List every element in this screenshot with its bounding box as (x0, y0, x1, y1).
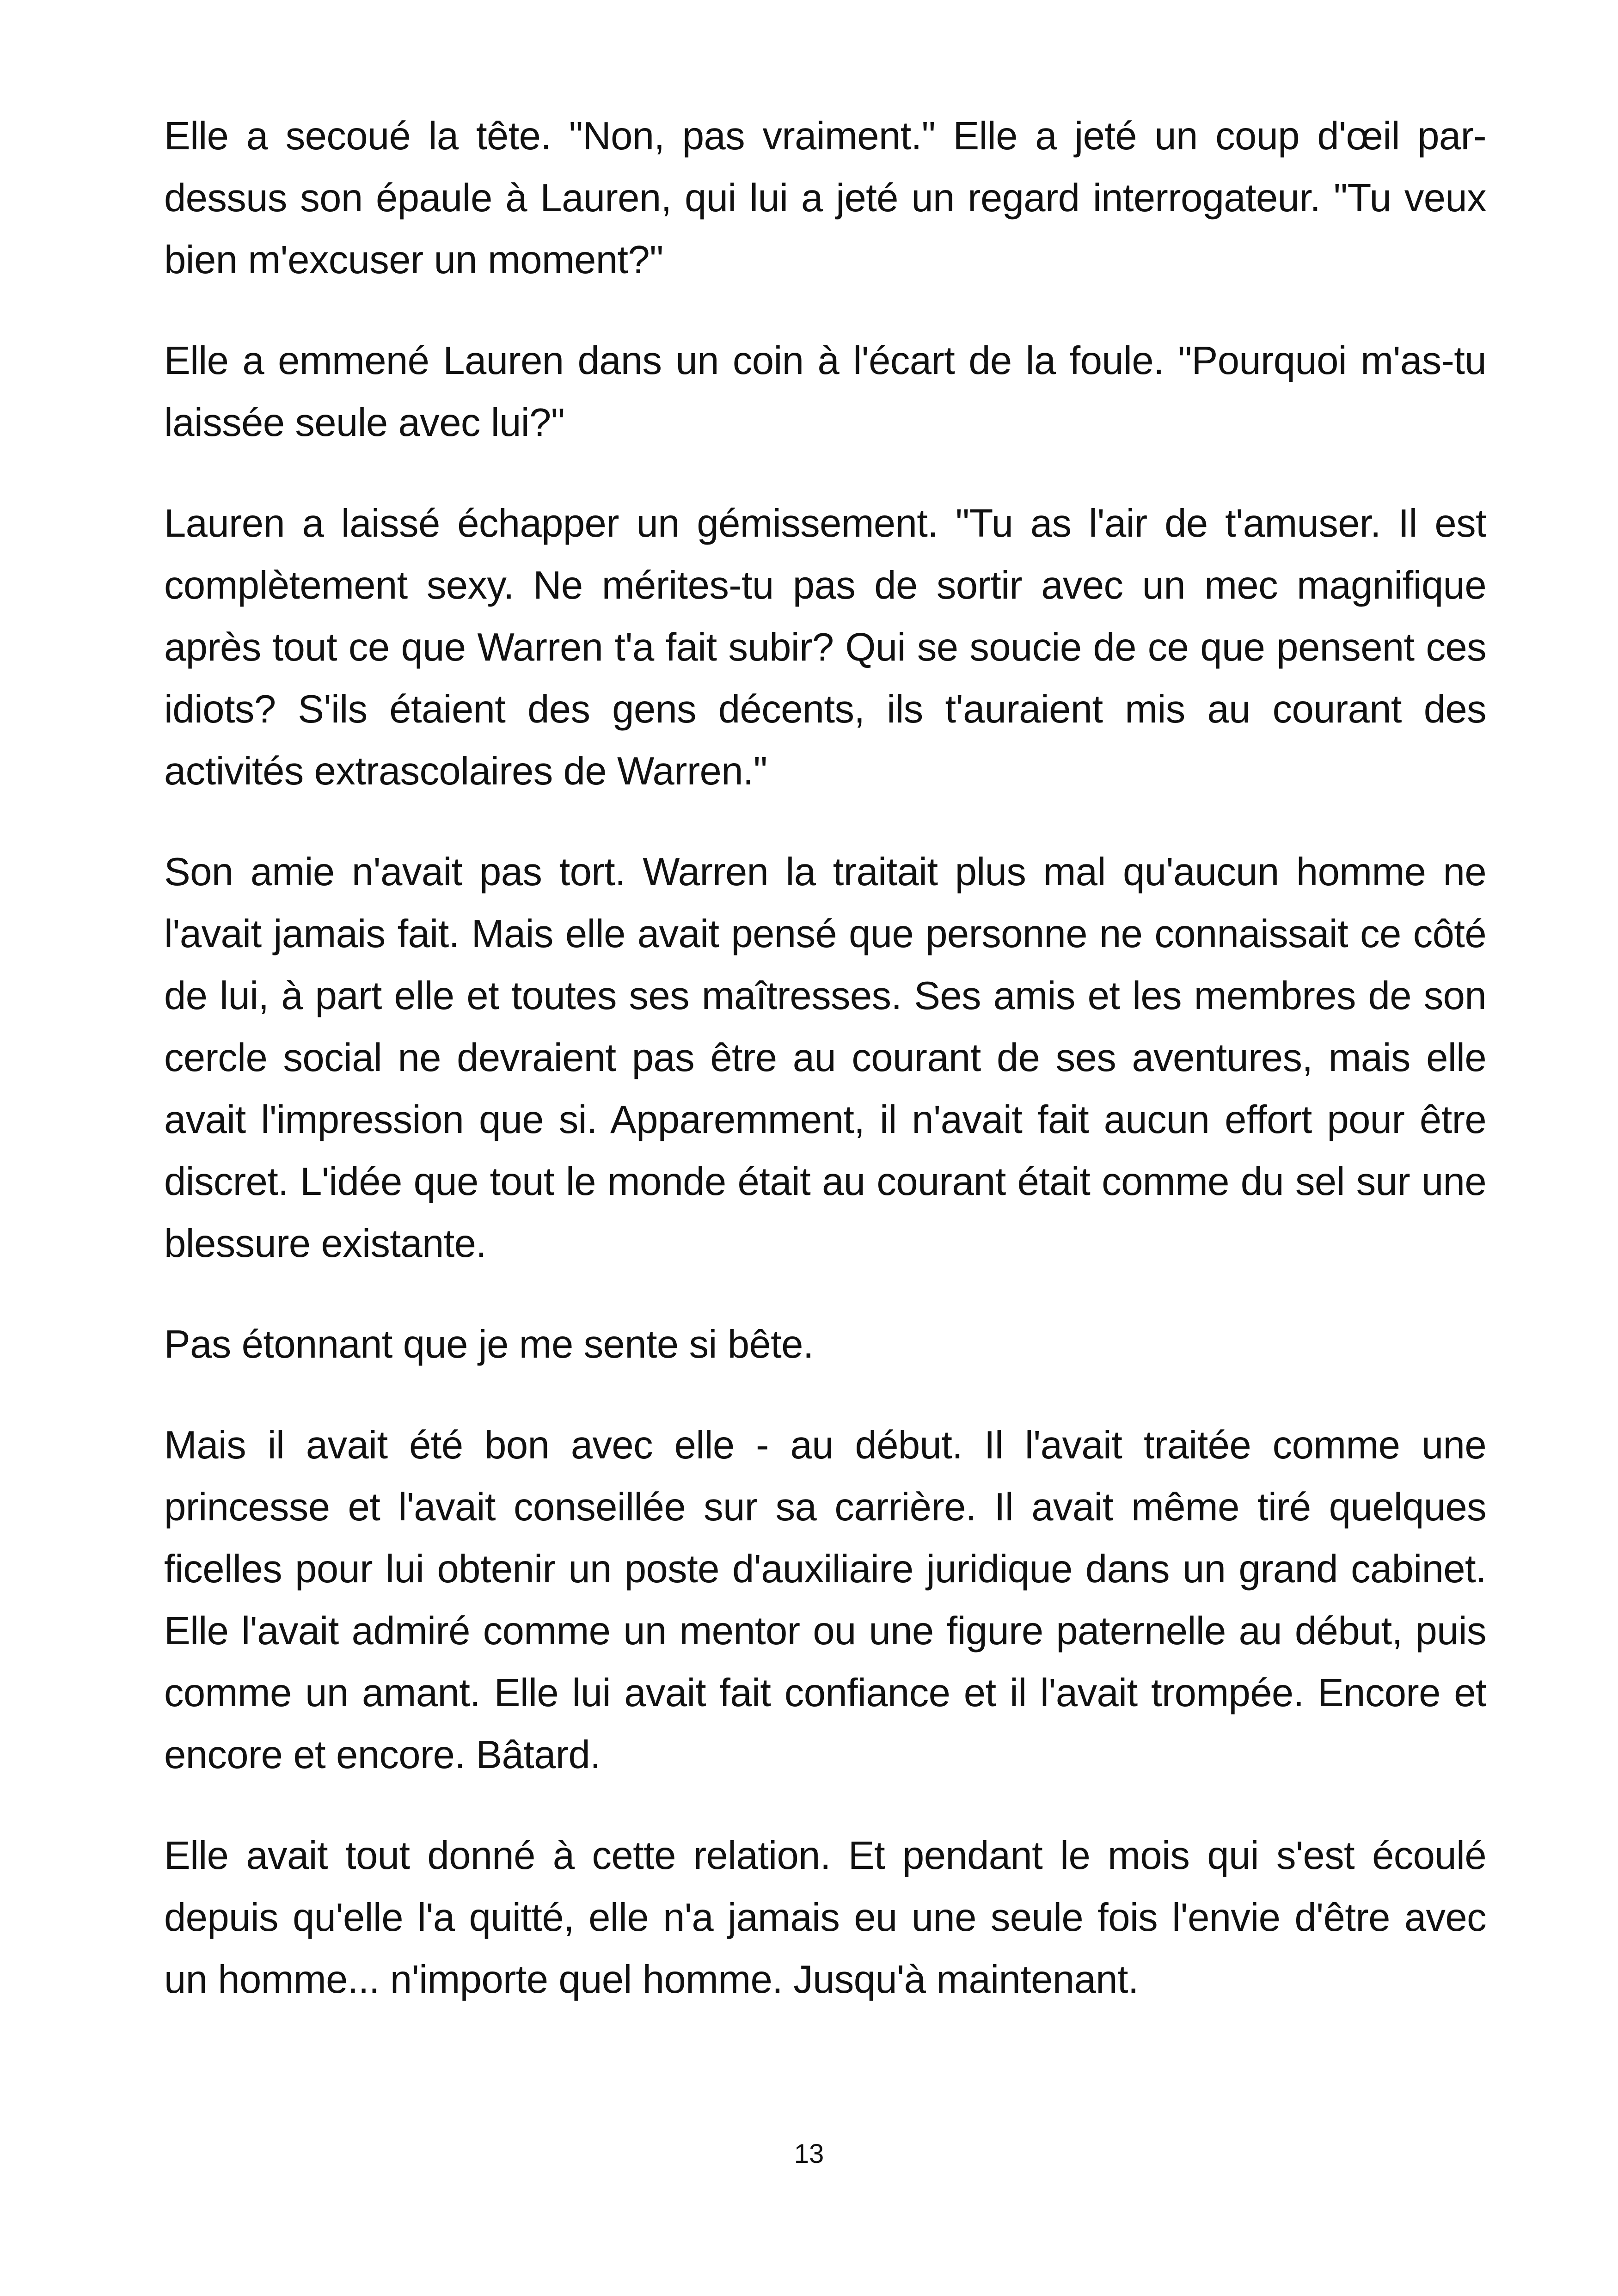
paragraph: Lauren a laissé échapper un gémissement. "Tu as l'air de t'amuser. Il est complètement sexy. Ne mérites-tu pas de sortir avec un mec magnifique après tout ce que Warren t'a fait subir? Qui se soucie de ce que pensent ces idiots? S'ils étaient des gens décents, ils t'auraient mis au courant des activités extrascolaires de Warren." (164, 502, 1486, 793)
page-number: 13 (794, 2139, 824, 2169)
paragraph: Elle avait tout donné à cette relation. Et pendant le mois qui s'est écoulé depuis qu'elle l'a quitté, elle n'a jamais eu une seule fois l'envie d'être avec un homme... n'importe quel homme. Jusqu'à maintenant. (164, 1834, 1486, 2002)
paragraph: Pas étonnant que je me sente si bête. (164, 1322, 814, 1366)
paragraph: Elle a emmené Lauren dans un coin à l'écart de la foule. "Pourquoi m'as-tu laissée seule avec lui?" (164, 339, 1486, 445)
paragraph: Elle a secoué la tête. "Non, pas vraiment." Elle a jeté un coup d'œil par-dessus son épaule à Lauren, qui lui a jeté un regard interrogateur. "Tu veux bien m'excuser un moment?" (164, 114, 1486, 282)
paragraph: Son amie n'avait pas tort. Warren la traitait plus mal qu'aucun homme ne l'avait jamais fait. Mais elle avait pensé que personne ne connaissait ce côté de lui, à part elle et toutes ses maîtresses. Ses amis et les membres de son cercle social ne devraient pas être au courant de ses aventures, mais elle avait l'impression que si. Apparemment, il n'avait fait aucun effort pour être discret. L'idée que tout le monde était au courant était comme du sel sur une blessure existante. (164, 850, 1486, 1266)
body-text (164, 105, 1486, 2050)
paragraph: Mais il avait été bon avec elle - au début. Il l'avait traitée comme une princesse et l'avait conseillée sur sa carrière. Il avait même tiré quelques ficelles pour lui obtenir un poste d'auxiliaire juridique dans un grand cabinet. Elle l'avait admiré comme un mentor ou une figure paternelle au début, puis comme un amant. Elle lui avait fait confiance et il l'avait trompée. Encore et encore et encore. Bâtard. (164, 1423, 1486, 1777)
